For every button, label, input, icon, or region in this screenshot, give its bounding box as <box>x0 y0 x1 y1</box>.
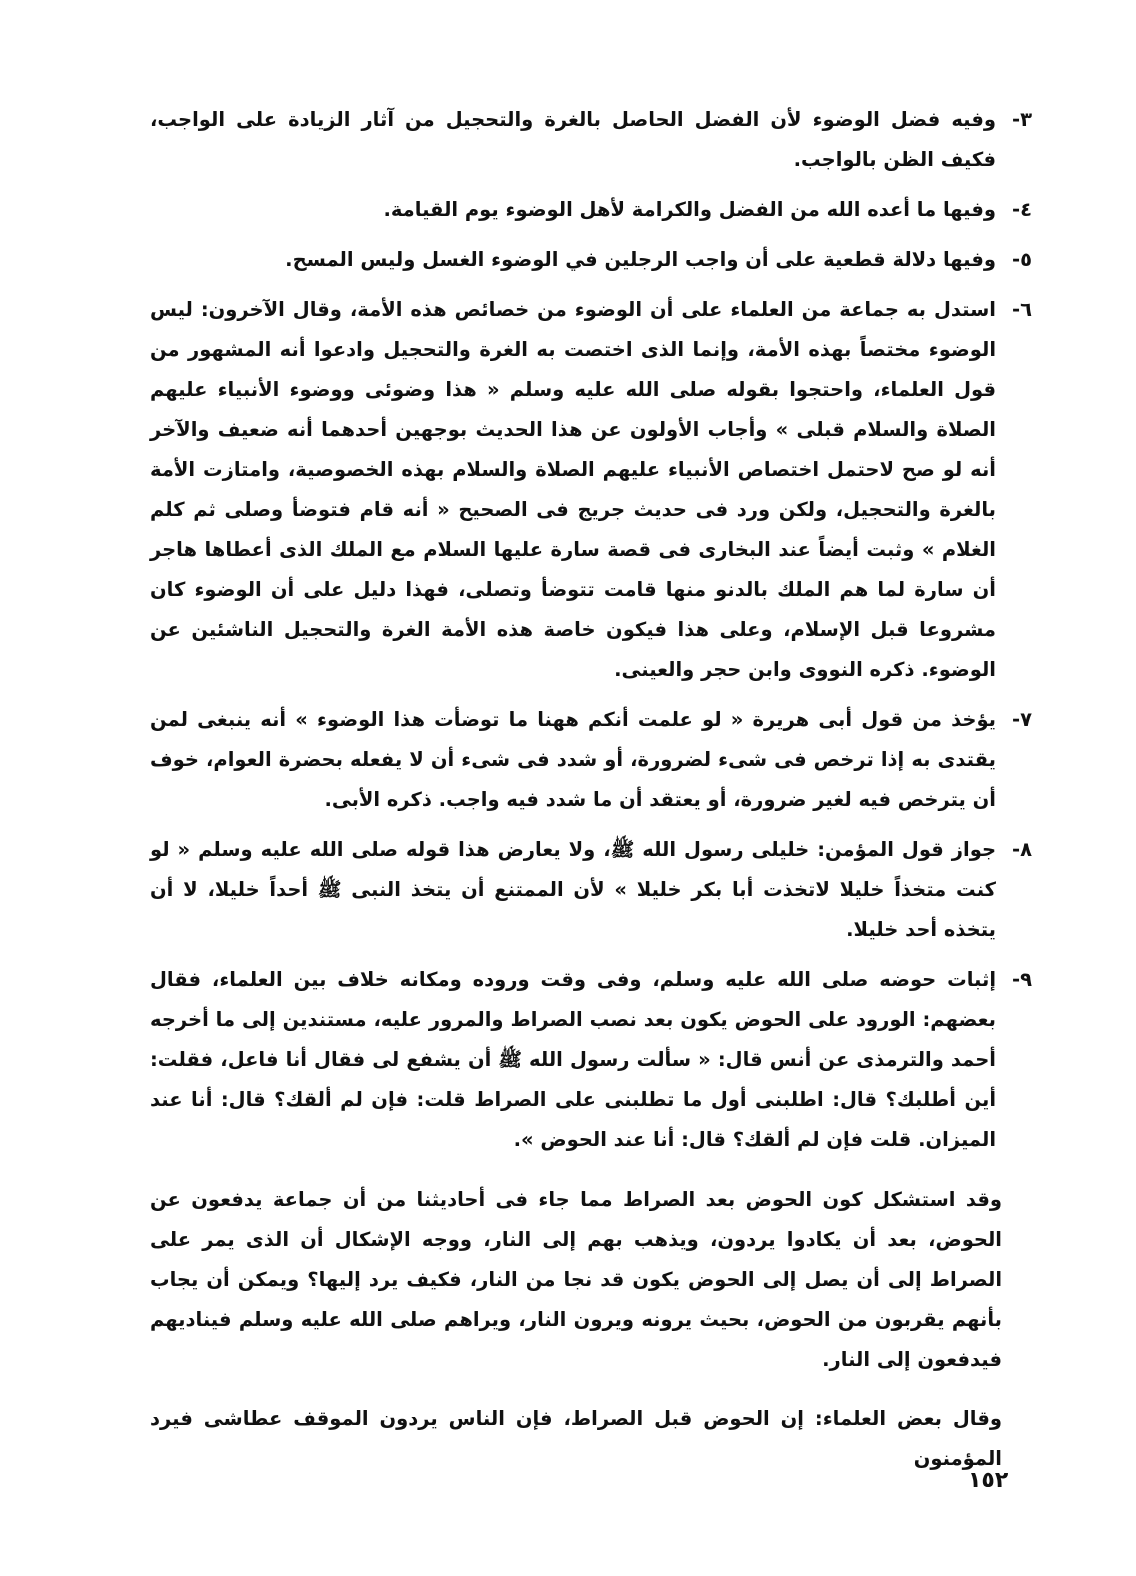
item-text: يؤخذ من قول أبى هريرة « لو علمت أنكم ههنا ما توضأت هذا الوضوء » أنه ينبغى لمن يقتدى به إذا ترخص فى شىء لضرورة، أو شدد فى شىء أن لا يفعله بحضرة العوام، خوف أن يترخص فيه لغير ضرورة، أو يعتقد أن ما شدد فيه واجب. ذكره الأبى. <box>150 708 996 811</box>
page-number: ١٥٢ <box>968 1468 1009 1493</box>
item-text: وفيها دلالة قطعية على أن واجب الرجلين في الوضوء الغسل وليس المسح. <box>285 248 996 271</box>
item-text: وفيها ما أعده الله من الفضل والكرامة لأهل الوضوء يوم القيامة. <box>383 198 996 221</box>
document-page <box>150 100 1032 1489</box>
list-item-9 <box>150 960 1032 1160</box>
body-paragraph: وقال بعض العلماء: إن الحوض قبل الصراط، فإن الناس يردون الموقف عطاشى فيرد المؤمنون <box>150 1407 1002 1470</box>
item-text: جواز قول المؤمن: خليلى رسول الله ﷺ، ولا يعارض هذا قوله صلى الله عليه وسلم « لو كنت متخذاً خليلا لاتخذت أبا بكر خليلا » لأن الممتنع أن يتخذ النبى ﷺ أحداً خليلا، لا أن يتخذه أحد خليلا. <box>150 838 996 941</box>
item-number: ٨- <box>1012 838 1032 861</box>
item-number: ٧- <box>1012 708 1032 731</box>
item-text: استدل به جماعة من العلماء على أن الوضوء من خصائص هذه الأمة، وقال الآخرون: ليس الوضوء مختصاً بهذه الأمة، وإنما الذى اختصت به الغرة والتحجيل وادعوا أنه المشهور من قول العلماء، واحتجوا بقوله صلى الله عليه وسلم « هذا وضوئى ووضوء الأنبياء عليهم الصلاة والسلام قبلى » وأجاب الأولون عن هذا الحديث بوجهين أحدهما أنه ضعيف والآخر أنه لو صح لاحتمل اختصاص الأنبياء عليهم الصلاة والسلام بهذه الخصوصية، وامتازت الأمة بالغرة والتحجيل، ولكن ورد فى حديث جريج فى الصحيح « أنه قام فتوضأ وصلى ثم كلم الغلام » وثبت أيضاً عند البخارى فى قصة سارة عليها السلام مع الملك الذى أعطاها هاجر أن سارة لما هم الملك بالدنو منها قامت تتوضأ وتصلى، فهذا دليل على أن الوضوء كان مشروعا قبل الإسلام، وعلى هذا فيكون خاصة هذه الأمة الغرة والتحجيل الناشئين عن الوضوء. ذكره النووى وابن حجر والعينى. <box>150 298 996 681</box>
body-paragraph: وقد استشكل كون الحوض بعد الصراط مما جاء فى أحاديثنا من أن جماعة يدفعون عن الحوض، بعد أن يكادوا يردون، ويذهب بهم إلى النار، ووجه الإشكال أن الذى يمر على الصراط إلى أن يصل إلى الحوض يكون قد نجا من النار، فكيف يرد إليها؟ ويمكن أن يجاب بأنهم يقربون من الحوض، بحيث يرونه ويرون النار، ويراهم صلى الله عليه وسلم فيناديهم فيدفعون إلى النار. <box>150 1187 1002 1371</box>
item-number: ٥- <box>1012 248 1032 271</box>
list-item-7 <box>150 700 1032 820</box>
item-text: إثبات حوضه صلى الله عليه وسلم، وفى وقت وروده ومكانه خلاف بين العلماء، فقال بعضهم: الورود على الحوض يكون بعد نصب الصراط والمرور عليه، مستندين إلى ما أخرجه أحمد والترمذى عن أنس قال: « سألت رسول الله ﷺ أن يشفع لى فقال أنا فاعل، فقلت: أين أطلبك؟ قال: اطلبنى أول ما تطلبنى على الصراط قلت: فإن لم ألقك؟ قال: أنا عند الميزان. قلت فإن لم ألقك؟ قال: أنا عند الحوض ». <box>150 968 996 1151</box>
item-number: ٤- <box>1012 198 1032 221</box>
item-number: ٩- <box>1012 968 1032 991</box>
item-text: وفيه فضل الوضوء لأن الفضل الحاصل بالغرة والتحجيل من آثار الزيادة على الواجب، فكيف الظن بالواجب. <box>150 108 996 171</box>
list-item-5 <box>150 240 1032 280</box>
item-number: ٦- <box>1012 298 1032 321</box>
item-number: ٣- <box>1012 108 1032 131</box>
list-item-8 <box>150 830 1032 950</box>
list-item-6 <box>150 290 1032 690</box>
list-item-4 <box>150 190 1032 230</box>
list-item-3 <box>150 100 1032 180</box>
